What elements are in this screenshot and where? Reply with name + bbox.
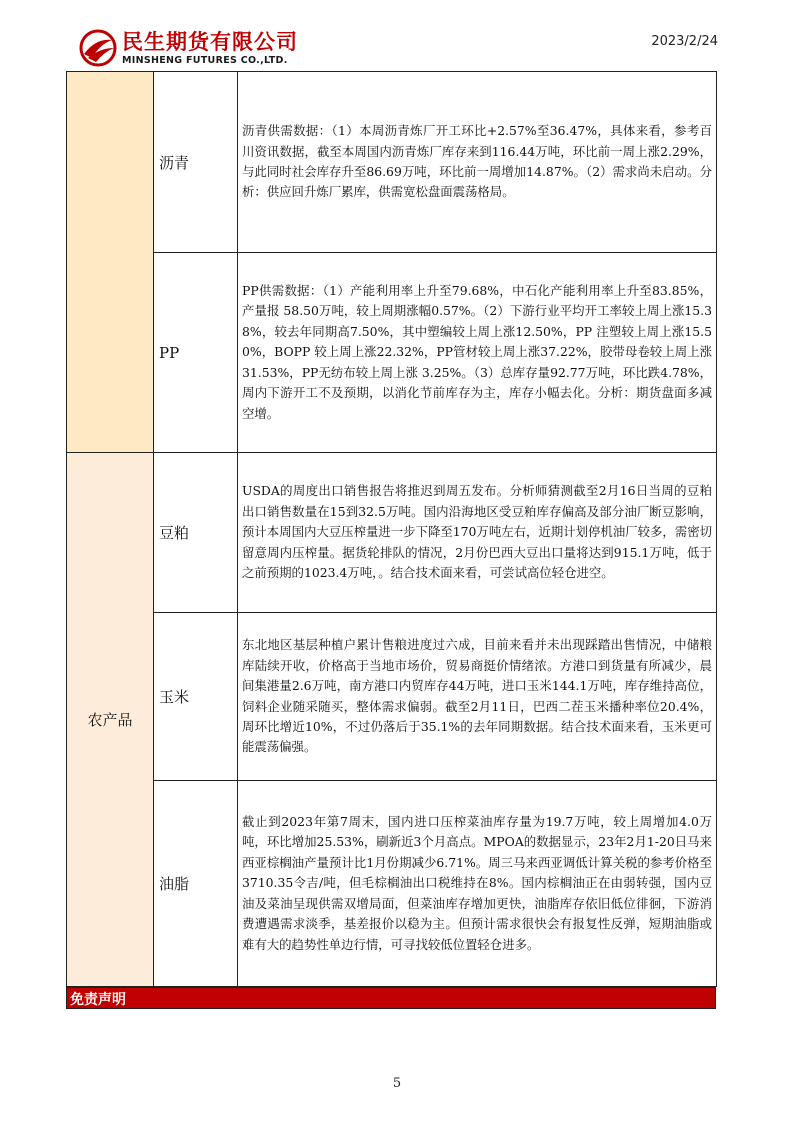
report-date: 2023/2/24 (651, 34, 718, 49)
item-name: 沥青 (154, 72, 238, 253)
category-agriculture: 农产品 (67, 453, 154, 987)
item-analysis: USDA的周度出口销售报告将推迟到周五发布。分析师猜测截至2月16日当周的豆粕出口销售数量在15到32.5万吨。国内沿海地区受豆粕库存偏高及部分油厂断豆影响，预计本周国内大豆压榨量进一步下降至170万吨左右，近期计划停机油厂较多，需密切留意周内压榨量。据货轮排队的情况，2月份巴西大豆出口量将达到915.1万吨，低于之前预期的1023.4万吨，。结合技术面来看，可尝试高位轻仓进空。 (238, 453, 717, 613)
page-number: 5 (392, 1076, 402, 1091)
item-name: 玉米 (154, 613, 238, 781)
table-row (67, 613, 717, 781)
table-row (67, 781, 717, 987)
minsheng-logo-icon (78, 28, 118, 68)
page-header (0, 0, 794, 72)
item-analysis: 东北地区基层种植户累计售粮进度过六成，目前来看并未出现踩踏出售情况，中储粮库陆续开收，价格高于当地市场价，贸易商挺价情绪浓。方港口到货量有所减少，晨间集港量2.6万吨，南方港口内贸库存44万吨，进口玉米144.1万吨，库存维持高位，饲料企业随采随买，整体需求偏弱。截至2月11日，巴西二茬玉米播种率位20.4%，周环比增近10%，不过仍落后于35.1%的去年同期数据。结合技术面来看，玉米更可能震荡偏强。 (238, 613, 717, 781)
brand-name-en: MINSHENG FUTURES CO.,LTD. (122, 55, 288, 66)
table-row (67, 253, 717, 453)
table-row (67, 72, 717, 253)
item-analysis: 截止到2023年第7周末，国内进口压榨菜油库存量为19.7万吨，较上周增加4.0万吨，环比增加25.53%，刷新近3个月高点。MPOA的数据显示，23年2月1-20日马来西亚棕榈油产量预计比1月份期减少6.71%。周三马来西亚调低计算关税的参考价格至3710.35令吉/吨，但毛棕榈油出口税维持在8%。国内棕榈油正在由弱转强，国内豆油及菜油呈现供需双增局面，但菜油库存增加更快，油脂库存依旧低位徘徊，下游消费遭遇需求淡季，基差报价以稳为主。但预计需求很快会有报复性反弹，短期油脂或难有大的趋势性单边行情，可寻找较低位置轻仓进多。 (238, 781, 717, 987)
brand-name-cn: 民生期货有限公司 (122, 30, 298, 54)
item-name: PP (154, 253, 238, 453)
item-analysis: 沥青供需数据：（1）本周沥青炼厂开工环比+2.57%至36.47%，具体来看，参考百川资讯数据，截至本周国内沥青炼厂库存来到116.44万吨，环比前一周上涨2.29%，与此同时社会库存升至86.69万吨，环比前一周增加14.87%。（2）需求尚未启动。分析：供应回升炼厂累库，供需宽松盘面震荡格局。 (238, 72, 717, 253)
item-name: 豆粕 (154, 453, 238, 613)
item-analysis: PP供需数据：（1）产能利用率上升至79.68%，中石化产能利用率上升至83.85%，产量报 58.50万吨，较上周期涨幅0.57%。（2）下游行业平均开工率较上周上涨15.38%，较去年同期高7.50%，其中塑编较上周上涨12.50%，PP 注塑较上周上涨15.50%，BOPP 较上周上涨22.32%，PP管材较上周上涨37.22%，胶带母卷较上周上涨31.53%，PP无纺布较上周上涨 3.25%。（3）总库存量92.77万吨，环比跌4.78%，周内下游开工不及预期，以消化节前库存为主，库存小幅去化。分析：期货盘面多减空增。 (238, 253, 717, 453)
commodity-analysis-table (66, 71, 717, 987)
disclaimer-bar (66, 987, 716, 1009)
category-cell-continued (67, 72, 154, 453)
disclaimer-title: 免责声明 (70, 992, 126, 1008)
item-name: 油脂 (154, 781, 238, 987)
table-row (67, 453, 717, 613)
